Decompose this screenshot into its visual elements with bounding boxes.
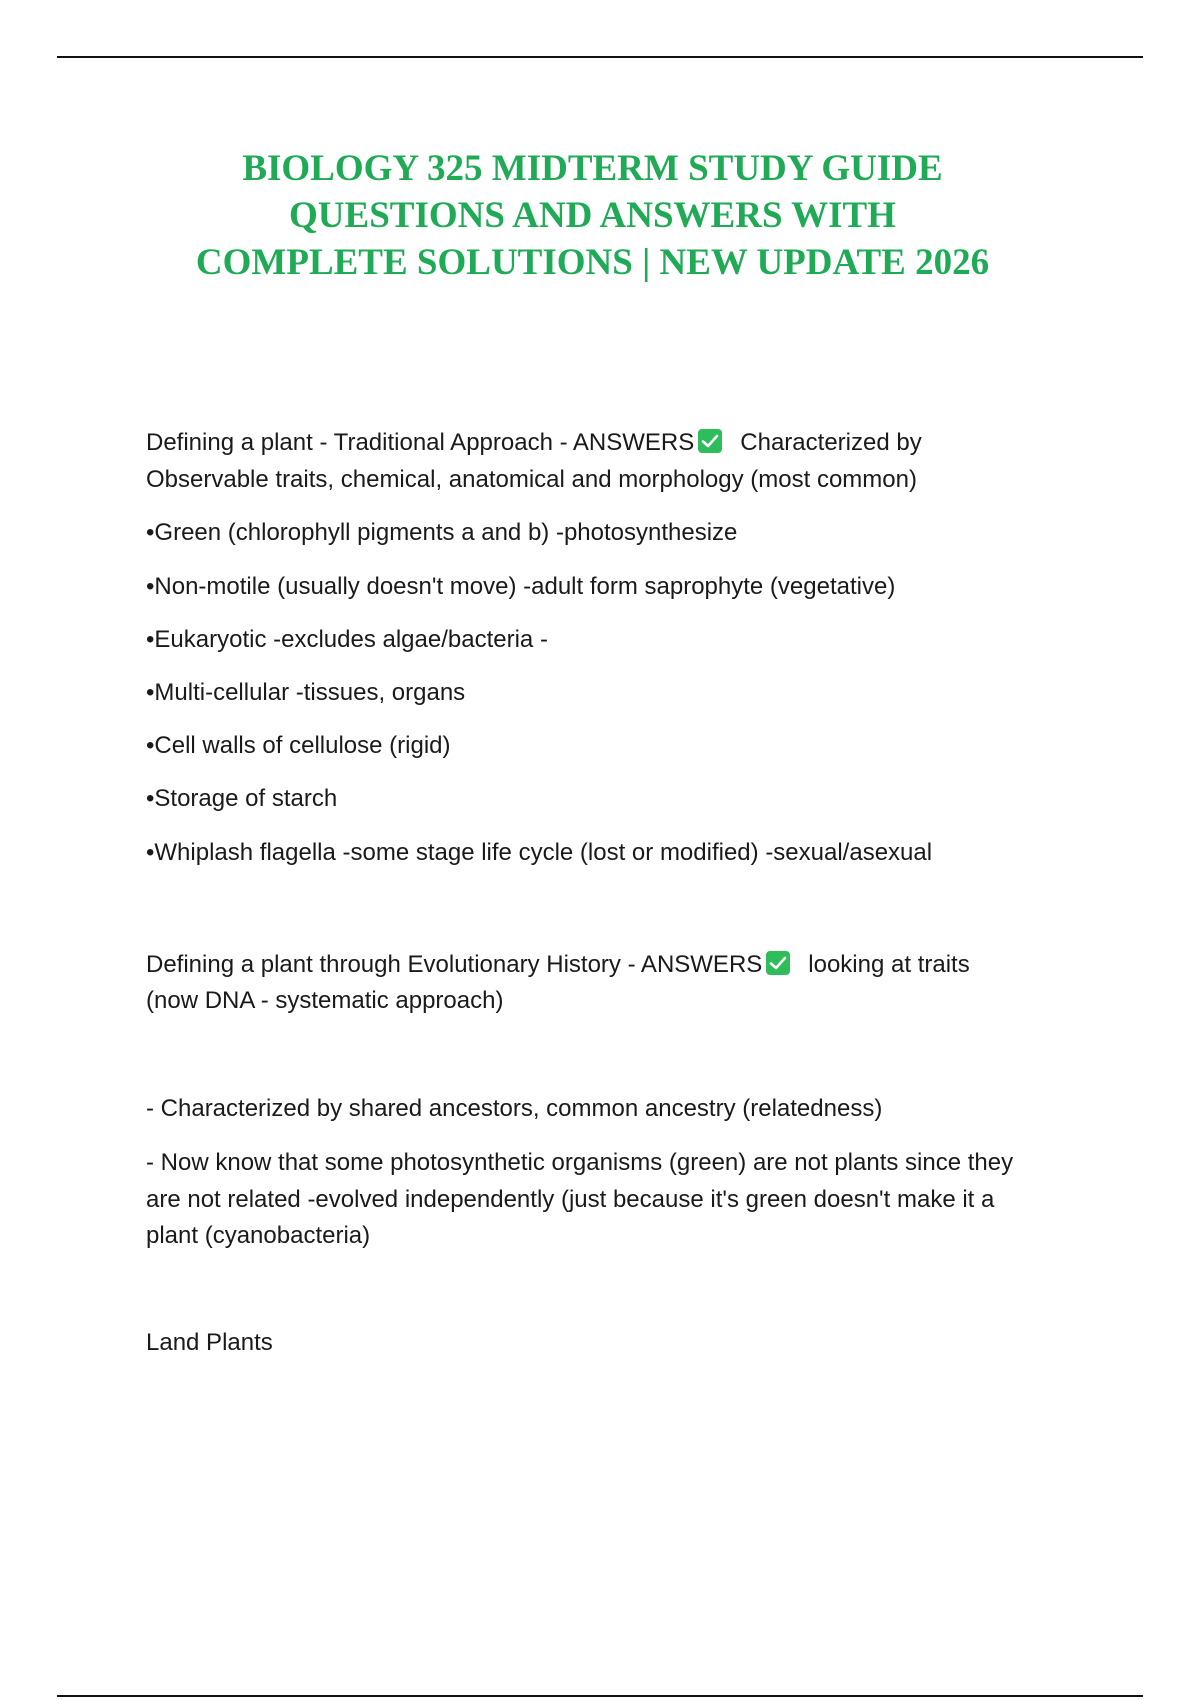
title-line-2: QUESTIONS AND ANSWERS WITH — [289, 195, 896, 236]
q2-question-line — [146, 946, 970, 983]
top-rule — [57, 56, 1143, 58]
check-square-icon — [698, 429, 722, 453]
q1-bullet: •Green (chlorophyll pigments a and b) -photosynthesize — [146, 519, 738, 546]
q2-answer-first: looking at traits — [808, 951, 970, 978]
document-title — [100, 145, 1085, 286]
q2-point: - Now know that some photosynthetic organisms (green) are not plants since they — [146, 1149, 1014, 1176]
q2-point: - Characterized by shared ancestors, common ancestry (relatedness) — [146, 1095, 883, 1122]
q1-bullet: •Storage of starch — [146, 785, 338, 812]
q3-question: Land Plants — [146, 1329, 273, 1356]
q1-bullet: •Cell walls of cellulose (rigid) — [146, 732, 451, 759]
bottom-rule — [57, 1695, 1143, 1697]
q1-bullet: •Multi-cellular -tissues, organs — [146, 679, 466, 706]
q2-point-cont: plant (cyanobacteria) — [146, 1222, 371, 1249]
q1-question-line — [146, 424, 922, 461]
q1-bullet: •Eukaryotic -excludes algae/bacteria - — [146, 626, 548, 653]
q1-question: Defining a plant - Traditional Approach - ANSWERS — [146, 429, 695, 456]
title-line-1: BIOLOGY 325 MIDTERM STUDY GUIDE — [242, 148, 943, 189]
q2-point-cont: are not related -evolved independently (just because it's green doesn't make it a — [146, 1186, 995, 1213]
title-line-3: COMPLETE SOLUTIONS | NEW UPDATE 2026 — [195, 242, 990, 283]
q1-bullet: •Non-motile (usually doesn't move) -adult form saprophyte (vegetative) — [146, 573, 896, 600]
q2-question: Defining a plant through Evolutionary History - ANSWERS — [146, 951, 763, 978]
q2-answer-rest: (now DNA - systematic approach) — [146, 987, 504, 1014]
q1-answer-rest: Observable traits, chemical, anatomical and morphology (most common) — [146, 466, 917, 493]
q1-bullet: •Whiplash flagella -some stage life cycle (lost or modified) -sexual/asexual — [146, 839, 933, 866]
q1-answer-first: Characterized by — [740, 429, 922, 456]
check-square-icon — [766, 951, 790, 975]
